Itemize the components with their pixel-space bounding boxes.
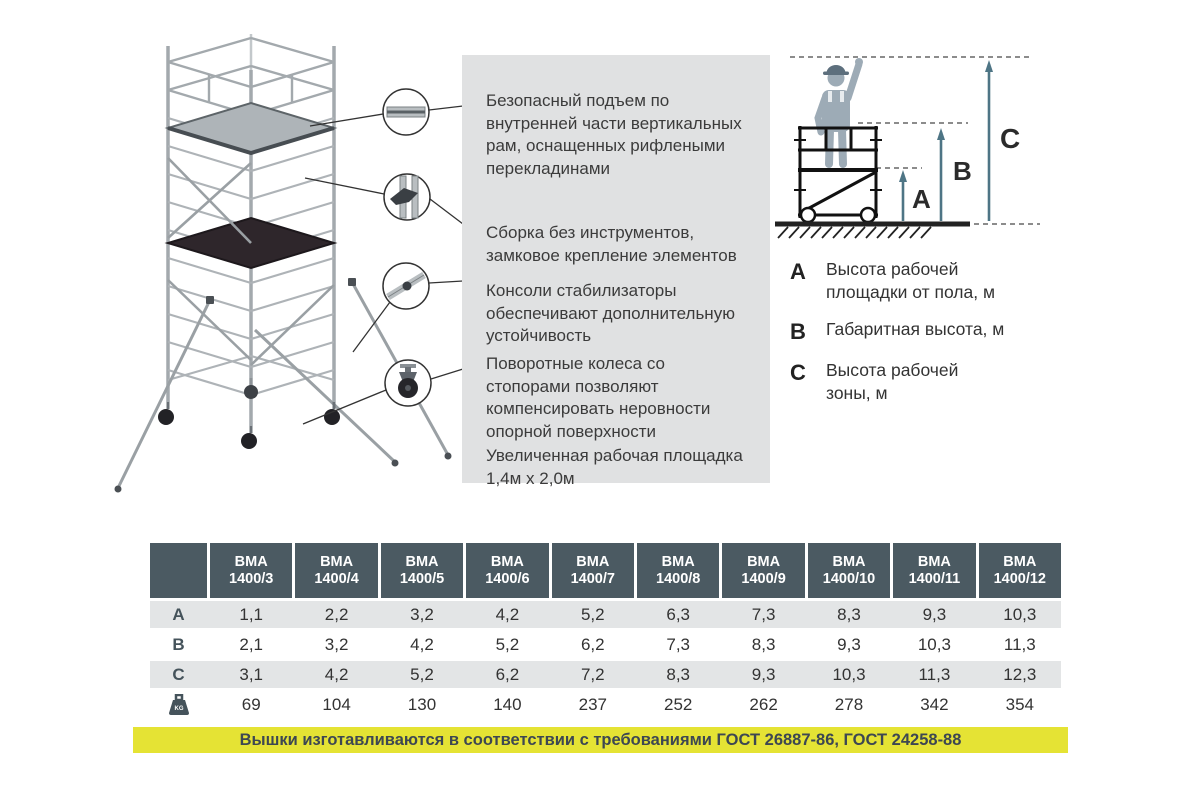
table-value-cell: 8,3 <box>837 604 861 624</box>
table-header-cell: ВМА 1400/11 <box>893 543 975 598</box>
table-header-cell: ВМА 1400/10 <box>808 543 890 598</box>
table-value-cell: 9,3 <box>837 634 861 654</box>
feature-enlarged-platform: Увеличенная рабочая площадка 1,4м x 2,0м <box>486 446 743 488</box>
table-value-cell: 130 <box>407 694 437 714</box>
table-value-cell: 7,3 <box>751 604 776 624</box>
table-value-cell: 10,3 <box>917 634 951 654</box>
table-value-cell: 3,1 <box>239 664 264 684</box>
legend-key: B <box>790 319 806 344</box>
table-value-cell: 4,2 <box>495 604 520 624</box>
heights-diagram <box>770 35 1070 267</box>
table-value-cell: 104 <box>322 694 351 714</box>
mini-scaffold <box>794 126 882 222</box>
legend-label: Высота рабочей площадки от пола, м <box>826 259 996 302</box>
table-header-cell: ВМА 1400/7 <box>552 543 634 598</box>
table-value-cell: 8,3 <box>751 634 776 654</box>
table-value-cell: 237 <box>578 694 607 714</box>
legend-label: Габаритная высота, м <box>826 319 1005 339</box>
table-value-cell: 5,2 <box>410 664 434 684</box>
table-header-cell: ВМА 1400/9 <box>722 543 804 598</box>
spec-table-header <box>150 543 1061 598</box>
weight-kg-icon <box>150 694 207 716</box>
table-header-cell: ВМА 1400/4 <box>295 543 377 598</box>
legend-key: A <box>790 259 806 284</box>
table-value-cell: 252 <box>664 694 693 714</box>
table-header-cell: ВМА 1400/6 <box>466 543 548 598</box>
table-header-cell: ВМА 1400/5 <box>381 543 463 598</box>
table-value-cell: 278 <box>834 694 864 714</box>
table-value-cell: 10,3 <box>1003 604 1037 624</box>
height-arrow-a <box>899 170 907 221</box>
callout-leader-lines <box>303 106 463 424</box>
table-row-a <box>150 601 1061 628</box>
table-value-cell: 3,2 <box>410 604 434 624</box>
table-value-cell: 12,3 <box>1003 664 1037 684</box>
table-value-cell: 140 <box>493 694 522 714</box>
table-row-c <box>150 661 1061 688</box>
table-row-weight <box>150 691 1061 718</box>
gost-banner <box>133 727 1068 753</box>
height-arrow-labels <box>912 123 1020 214</box>
legend-row-c <box>790 359 1090 405</box>
table-row-label: C <box>172 664 185 684</box>
callout-caster-wheel-icon <box>385 360 431 406</box>
feature-stabilizer-consoles: Консоли стабилизаторы обеспечивают дополнительную устойчивость <box>486 281 735 345</box>
table-value-cell: 9,3 <box>751 664 776 684</box>
table-value-cell: 8,3 <box>666 664 691 684</box>
table-value-cell: 4,2 <box>324 664 349 684</box>
legend-row-b <box>790 318 1090 345</box>
table-value-cell: 3,2 <box>324 634 349 654</box>
label-b: B <box>953 156 972 186</box>
gost-banner-text: Вышки изготавливаются в соответствии с требованиями ГОСТ 26887-86, ГОСТ 24258-88 <box>239 730 962 749</box>
legend-key: C <box>790 360 806 385</box>
table-value-cell: 11,3 <box>918 664 951 684</box>
table-header-cell: ВМА 1400/12 <box>979 543 1061 598</box>
feature-toolless-assembly: Сборка без инструментов, замковое крепление элементов <box>486 223 737 265</box>
spec-table-body <box>150 601 1061 718</box>
table-value-cell: 6,2 <box>495 664 520 684</box>
scaffold-illustration <box>0 0 480 540</box>
callout-rifled-rung-icon <box>383 89 429 135</box>
caster-wheels <box>158 378 340 449</box>
table-header-cell: ВМА 1400/3 <box>210 543 292 598</box>
table-value-cell: 4,2 <box>410 634 434 654</box>
label-a: A <box>912 184 931 214</box>
table-value-cell: 69 <box>241 694 261 714</box>
table-header-cell: ВМА 1400/8 <box>637 543 719 598</box>
table-value-cell: 354 <box>1005 694 1034 714</box>
table-row-b <box>150 631 1061 658</box>
table-value-cell: 5,2 <box>495 634 520 654</box>
callout-lock-clamp-icon <box>384 174 430 220</box>
table-value-cell: 7,2 <box>580 664 605 684</box>
feature-swivel-wheels: Поворотные колеса со стопорами позволяют компенсировать неровности опорной поверхности <box>486 354 711 441</box>
table-value-cell: 11,3 <box>1003 634 1036 654</box>
table-row-label: B <box>172 634 185 654</box>
heights-legend <box>790 258 1090 419</box>
legend-row-a <box>790 258 1090 304</box>
table-value-cell: 6,3 <box>666 604 691 624</box>
table-row-label: A <box>172 604 185 624</box>
ground-line <box>775 224 970 238</box>
label-c: C <box>1000 123 1021 154</box>
legend-label: Высота рабочей зоны, м <box>826 360 959 403</box>
svg-text:KG: KG <box>174 705 183 712</box>
height-arrow-c <box>985 60 993 221</box>
table-value-cell: 6,2 <box>580 634 605 654</box>
feature-safe-climb: Безопасный подъем по внутренней части вертикальных рам, оснащенных рифлеными перекладинами <box>486 91 742 178</box>
table-value-cell: 1,1 <box>239 604 264 624</box>
table-value-cell: 10,3 <box>832 664 866 684</box>
features-box <box>462 55 770 488</box>
table-value-cell: 5,2 <box>580 604 605 624</box>
spec-table <box>150 543 1061 718</box>
table-value-cell: 262 <box>749 694 778 714</box>
height-arrow-b <box>937 128 945 221</box>
table-value-cell: 2,2 <box>324 604 349 624</box>
table-value-cell: 2,1 <box>239 634 264 654</box>
callout-stabilizer-joint-icon <box>383 263 429 309</box>
table-value-cell: 7,3 <box>666 634 691 654</box>
table-value-cell: 342 <box>920 694 949 714</box>
upper-platform <box>168 103 334 153</box>
table-corner-cell <box>150 543 207 598</box>
table-value-cell: 9,3 <box>922 604 947 624</box>
